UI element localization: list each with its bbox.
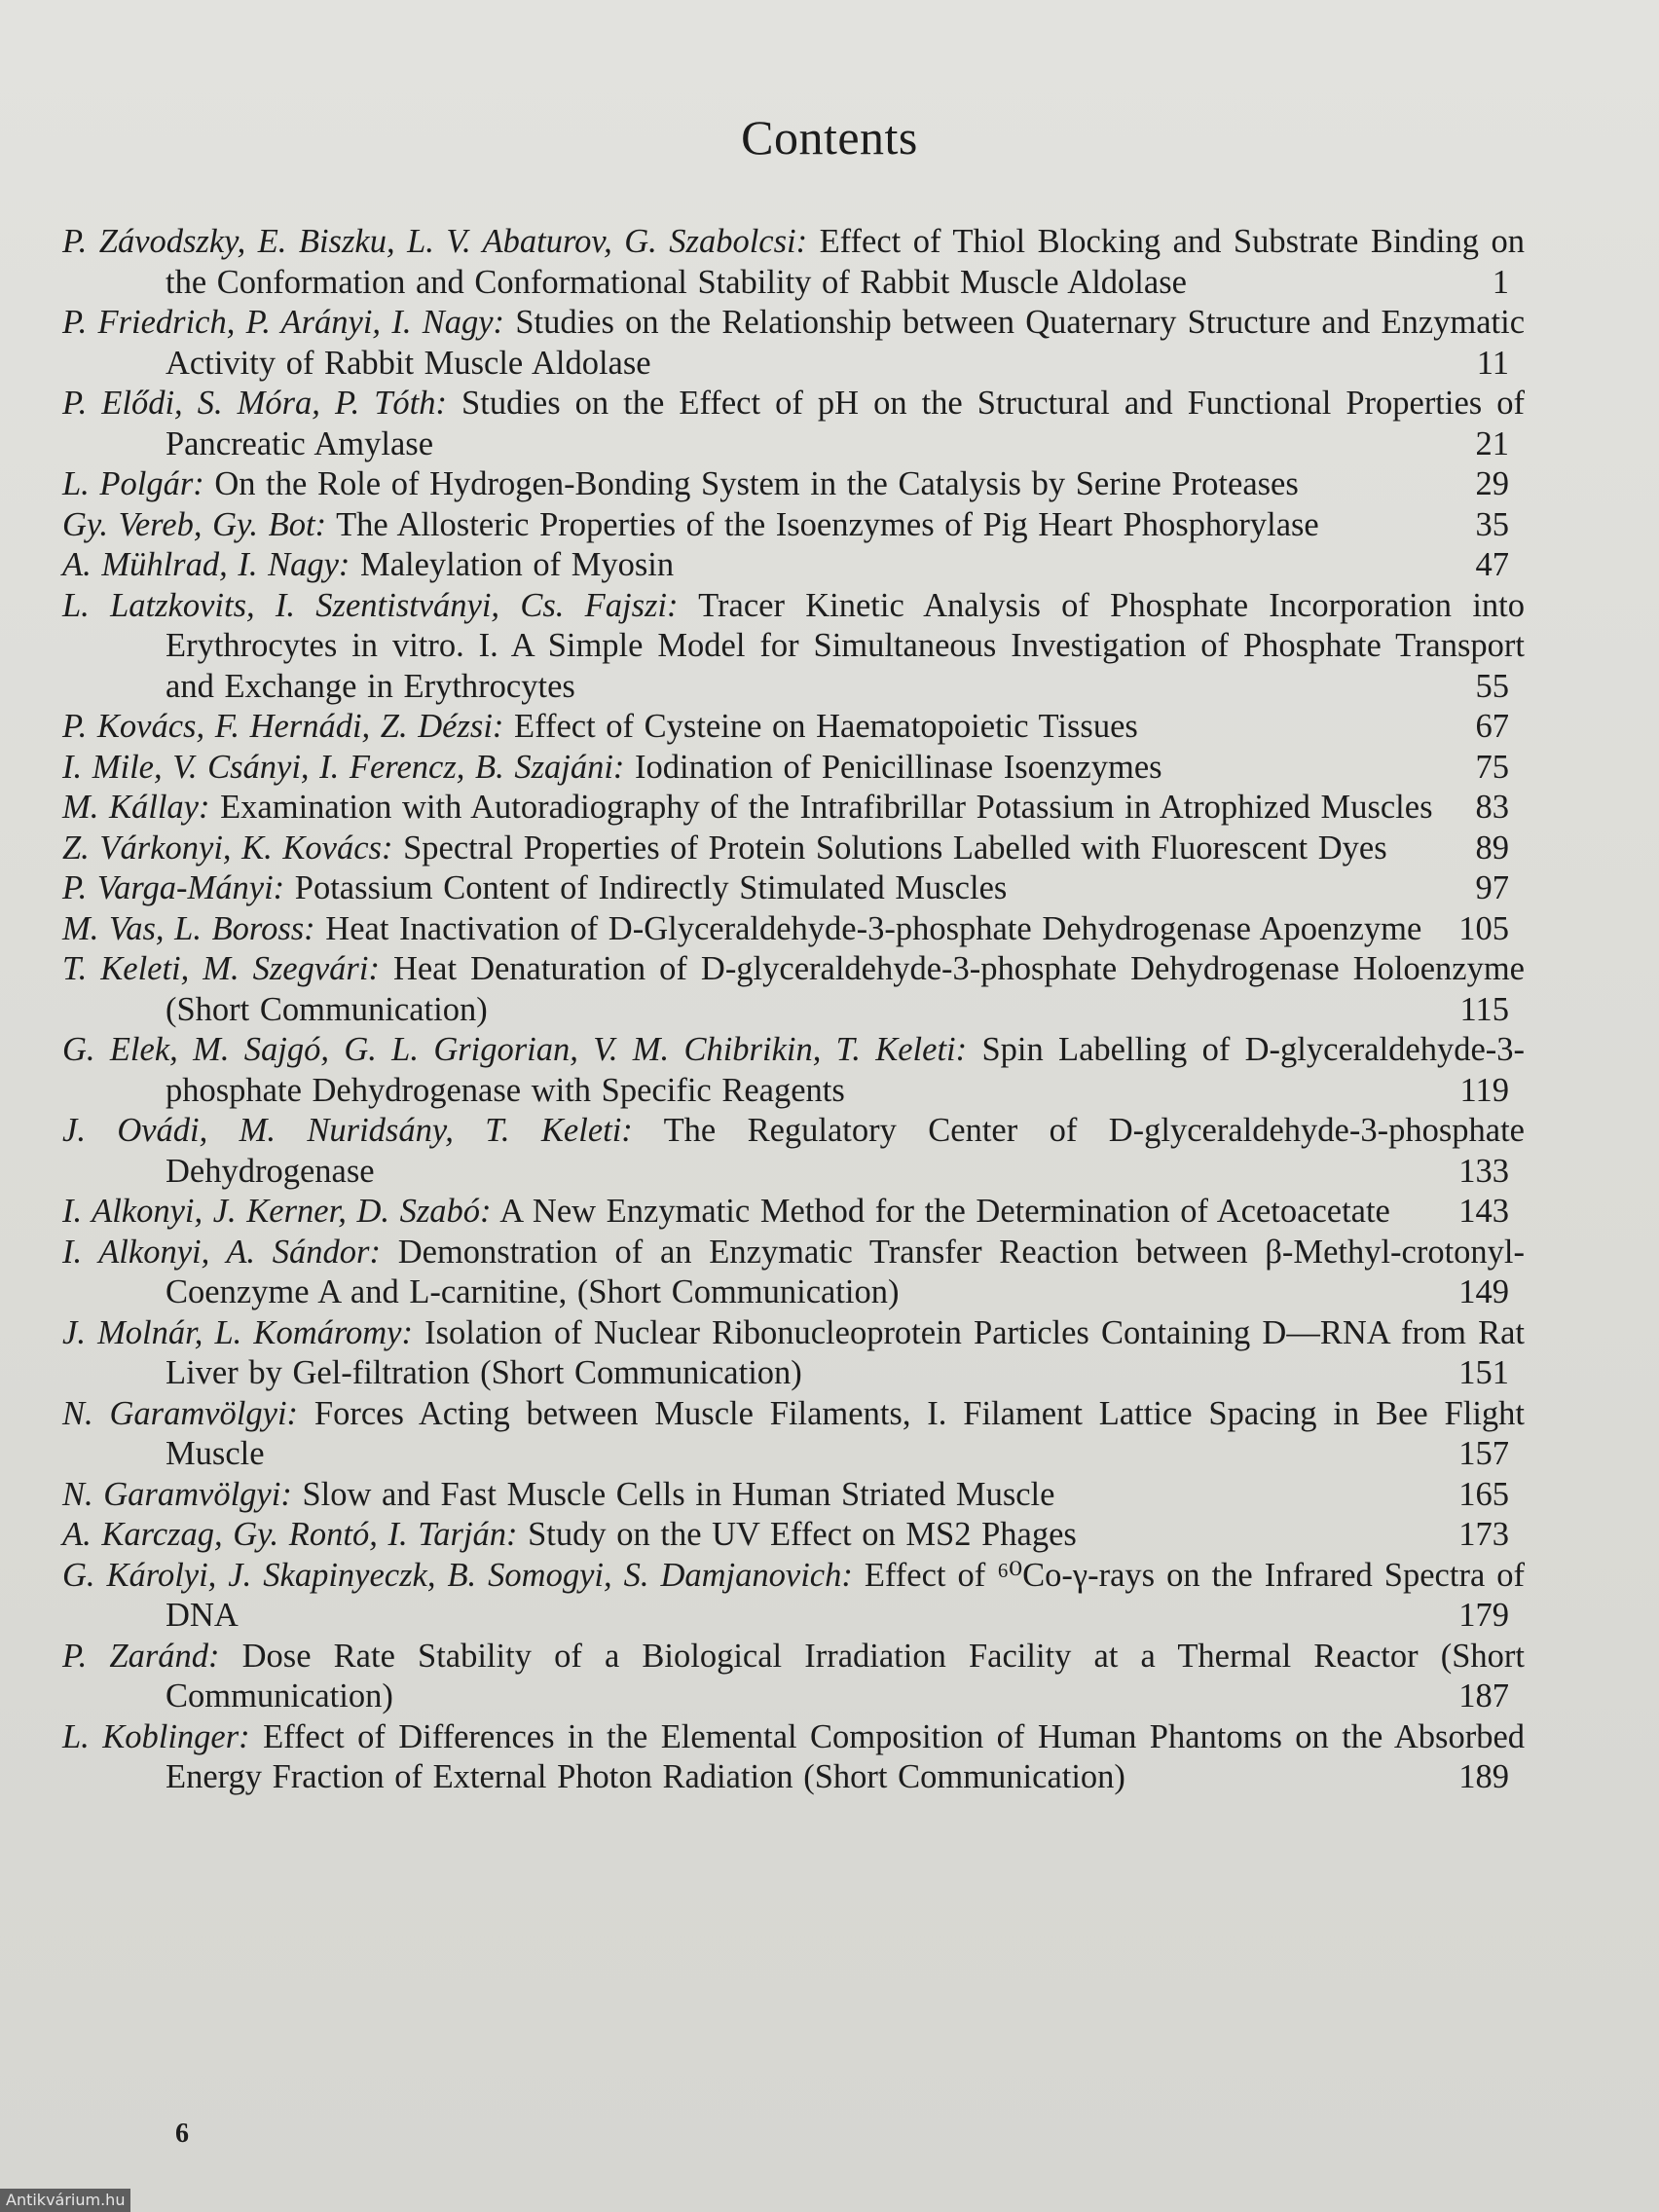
toc-entry-authors: L. Polgár: [62, 465, 204, 502]
toc-entry [62, 222, 1526, 303]
toc-entry-authors: I. Alkonyi, J. Kerner, D. Szabó: [62, 1193, 492, 1230]
toc-entry-page: 179 [1458, 1597, 1509, 1634]
toc-entry-authors: P. Elődi, S. Móra, P. Tóth: [62, 385, 447, 422]
toc-entry-authors: A. Karczag, Gy. Rontó, I. Tarján: [62, 1516, 518, 1553]
toc-entry [62, 1192, 1513, 1233]
toc-entry-authors: M. Vas, L. Boross: [62, 909, 315, 947]
toc-entry-text [62, 1111, 1525, 1192]
toc-entry-text [62, 464, 1525, 505]
toc-entry-text [62, 222, 1525, 303]
toc-entry [62, 1030, 1525, 1111]
toc-entry-text [62, 1192, 1525, 1233]
toc-entry-text [62, 1515, 1525, 1556]
toc-entry-authors: P. Zaránd: [62, 1637, 220, 1675]
toc-entry-text [62, 1556, 1525, 1637]
toc-entry-title: The Allosteric Properties of the Isoenzymes of Pig Heart Phosphorylase [336, 505, 1319, 543]
toc-entry-page: 1 [1492, 263, 1509, 301]
toc-entry [62, 1233, 1525, 1313]
toc-entry-title: Effect of Cysteine on Haematopoietic Tissues [514, 708, 1138, 745]
toc-entry-authors: G. Elek, M. Sajgó, G. L. Grigorian, V. M. Chibrikin, T. Keleti: [62, 1031, 968, 1068]
toc-entry-authors: P. Varga-Mányi: [62, 869, 285, 906]
toc-entry-page: 35 [1475, 505, 1509, 543]
toc-entry-page: 151 [1458, 1354, 1509, 1391]
toc-entry-authors: M. Kállay: [62, 789, 210, 826]
toc-entry-text [62, 303, 1525, 384]
toc-entry-text [62, 748, 1525, 789]
toc-entry [62, 949, 1525, 1030]
toc-entry-text [62, 1475, 1525, 1516]
toc-entry-title: A New Enzymatic Method for the Determination of Acetoacetate [499, 1193, 1390, 1230]
toc-entry-page: 67 [1475, 708, 1509, 745]
toc-entry [62, 788, 1513, 829]
toc-entry-text [62, 1637, 1525, 1717]
toc-entry-authors: P. Kovács, F. Hernádi, Z. Dézsi: [62, 708, 504, 745]
toc-entry-text [62, 949, 1525, 1030]
toc-entry-page: 75 [1475, 748, 1509, 786]
toc-entry-title: Dose Rate Stability of a Biological Irradiation Facility at a Thermal Reactor (Short Communication) [166, 1637, 1525, 1714]
toc-entry-title: On the Role of Hydrogen-Bonding System in the Catalysis by Serine Proteases [214, 465, 1299, 502]
toc-entry [62, 829, 1513, 869]
toc-entry-authors: L. Koblinger: [62, 1717, 250, 1755]
toc-entry-authors: P. Závodszky, E. Biszku, L. V. Abaturov, G. Szabolcsi: [62, 223, 808, 260]
toc-entry [62, 586, 1525, 708]
toc-entry-text [62, 586, 1525, 708]
toc-entry [62, 1394, 1526, 1475]
toc-entry-text [62, 1233, 1525, 1313]
toc-entry-page: 83 [1475, 789, 1509, 826]
toc-entry-text [62, 909, 1525, 950]
toc-entry-authors: Gy. Vereb, Gy. Bot: [62, 505, 327, 543]
toc-entry-text [62, 505, 1525, 546]
toc-entry-authors: T. Keleti, M. Szegvári: [62, 950, 380, 987]
toc-entry-title: Spin Labelling of D-glyceraldehyde-3-phosphate Dehydrogenase with Specific Reagents [166, 1031, 1525, 1109]
toc-entry-page: 143 [1458, 1193, 1509, 1230]
toc-entry-page: 115 [1459, 990, 1509, 1028]
toc-entry [62, 1637, 1525, 1717]
toc-entry [62, 909, 1513, 950]
toc-entry-title: Iodination of Penicillinase Isoenzymes [635, 748, 1162, 786]
toc-entry [62, 868, 1513, 909]
toc-entry-page: 165 [1458, 1475, 1509, 1513]
toc-entry [62, 505, 1513, 546]
watermark: Antikvárium.hu [0, 2189, 130, 2212]
toc-entry-title: Potassium Content of Indirectly Stimulated Muscles [294, 869, 1008, 906]
toc-entry-page: 89 [1475, 829, 1509, 866]
page-number: 6 [175, 2119, 189, 2149]
toc-entry-text [62, 707, 1525, 748]
toc-entry-page: 173 [1458, 1516, 1509, 1553]
toc-entry [62, 1111, 1525, 1192]
toc-entry-authors: J. Molnár, L. Komáromy: [62, 1313, 413, 1351]
toc-entry-authors: N. Garamvölgyi: [62, 1475, 292, 1513]
toc-entry [62, 1515, 1513, 1556]
toc-entry-page: 133 [1458, 1152, 1509, 1190]
page-title: Contents [741, 110, 918, 165]
toc-entry-page: 47 [1475, 546, 1509, 583]
toc-entry-page: 105 [1458, 909, 1509, 947]
toc-entry [62, 707, 1513, 748]
toc-entry [62, 1556, 1525, 1637]
toc-entry-title: Demonstration of an Enzymatic Transfer Reaction between β-Methyl-crotonyl-Coenzyme A and L-carnitine, (Short Communication) [166, 1233, 1525, 1310]
toc-entry-page: 187 [1458, 1677, 1509, 1714]
toc-entry-page: 29 [1475, 465, 1509, 502]
toc-entry-page: 97 [1475, 869, 1509, 906]
toc-entry [62, 464, 1513, 505]
toc-entry-page: 119 [1459, 1071, 1509, 1109]
toc-entry-authors: I. Mile, V. Csányi, I. Ferencz, B. Szajáni: [62, 748, 625, 786]
toc-entry-authors: L. Latzkovits, I. Szentistványi, Cs. Fajszi: [62, 586, 679, 624]
toc-entry-title: Slow and Fast Muscle Cells in Human Striated Muscle [302, 1475, 1055, 1513]
toc-entry [62, 1313, 1525, 1394]
toc-entry-text [62, 829, 1525, 869]
toc-entry-title: Spectral Properties of Protein Solutions Labelled with Fluorescent Dyes [403, 829, 1387, 866]
toc-entry-authors: A. Mühlrad, I. Nagy: [62, 546, 350, 583]
toc-entry [62, 1475, 1513, 1516]
toc-entry [62, 303, 1526, 384]
toc-entry-text [62, 545, 1525, 586]
toc-entry-text [62, 384, 1525, 464]
toc-entry-title: Study on the UV Effect on MS2 Phages [528, 1516, 1077, 1553]
toc-entry-title: The Regulatory Center of D-glyceraldehyde-3-phosphate Dehydrogenase [166, 1112, 1525, 1190]
toc-entry-page: 11 [1476, 344, 1509, 382]
toc-entry-title: Heat Denaturation of D-glyceraldehyde-3-phosphate Dehydrogenase Holoenzyme (Short Communication) [166, 950, 1525, 1028]
toc-entry-page: 189 [1458, 1758, 1509, 1795]
toc-entry-text [62, 1394, 1525, 1475]
toc-entry [62, 384, 1525, 464]
toc-entry-text [62, 1030, 1525, 1111]
toc-entry-page: 157 [1458, 1435, 1509, 1472]
toc-entry-page: 55 [1475, 667, 1509, 705]
toc-entry-title: Examination with Autoradiography of the Intrafibrillar Potassium in Atrophized Muscles [220, 789, 1433, 826]
toc-entry [62, 545, 1513, 586]
toc-entry-text [62, 1313, 1525, 1394]
toc-entry-authors: P. Friedrich, P. Arányi, I. Nagy: [62, 304, 505, 341]
toc-entry-title: Forces Acting between Muscle Filaments, I. Filament Lattice Spacing in Bee Flight Muscle [166, 1394, 1526, 1472]
toc-entry-text [62, 788, 1525, 829]
toc-entry-authors: N. Garamvölgyi: [62, 1394, 299, 1432]
toc-entry-title: Effect of Differences in the Elemental Composition of Human Phantoms on the Absorbed Energy Fraction of External Photon Radiation (Short Communication) [166, 1717, 1526, 1795]
toc-entry-title: Tracer Kinetic Analysis of Phosphate Incorporation into Erythrocytes in vitro. I. A Simple Model for Simultaneous Investigation of Phosphate Transport and Exchange in Erythrocytes [166, 586, 1525, 705]
toc-entry-title: Effect of ⁶⁰Co-γ-rays on the Infrared Spectra of DNA [166, 1556, 1525, 1634]
toc-entry [62, 748, 1513, 789]
toc-entry-text [62, 868, 1525, 909]
toc-entry-page: 21 [1475, 424, 1509, 462]
toc-entry-authors: J. Ovádi, M. Nuridsány, T. Keleti: [62, 1112, 633, 1149]
toc-entry-authors: I. Alkonyi, A. Sándor: [62, 1233, 381, 1271]
toc-entry-title: Maleylation of Myosin [360, 546, 675, 583]
table-of-contents [62, 222, 1526, 1798]
toc-entry-text [62, 1717, 1525, 1798]
toc-entry-title: Heat Inactivation of D-Glyceraldehyde-3-phosphate Dehydrogenase Apoenzyme [325, 909, 1422, 947]
toc-entry-title: Studies on the Effect of pH on the Structural and Functional Properties of Pancreatic Amylase [166, 385, 1525, 462]
toc-entry-authors: G. Károlyi, J. Skapinyeczk, B. Somogyi, S. Damjanovich: [62, 1556, 853, 1594]
toc-entry-title: Effect of Thiol Blocking and Substrate Binding on the Conformation and Conformational Stability of Rabbit Muscle Aldolase [166, 223, 1526, 301]
toc-entry-title: Isolation of Nuclear Ribonucleoprotein Particles Containing D—RNA from Rat Liver by Gel-filtration (Short Communication) [166, 1313, 1525, 1391]
toc-entry-title: Studies on the Relationship between Quaternary Structure and Enzymatic Activity of Rabbit Muscle Aldolase [166, 304, 1526, 382]
toc-entry-authors: Z. Várkonyi, K. Kovács: [62, 829, 393, 866]
toc-entry [62, 1717, 1526, 1798]
toc-entry-page: 149 [1458, 1273, 1509, 1310]
